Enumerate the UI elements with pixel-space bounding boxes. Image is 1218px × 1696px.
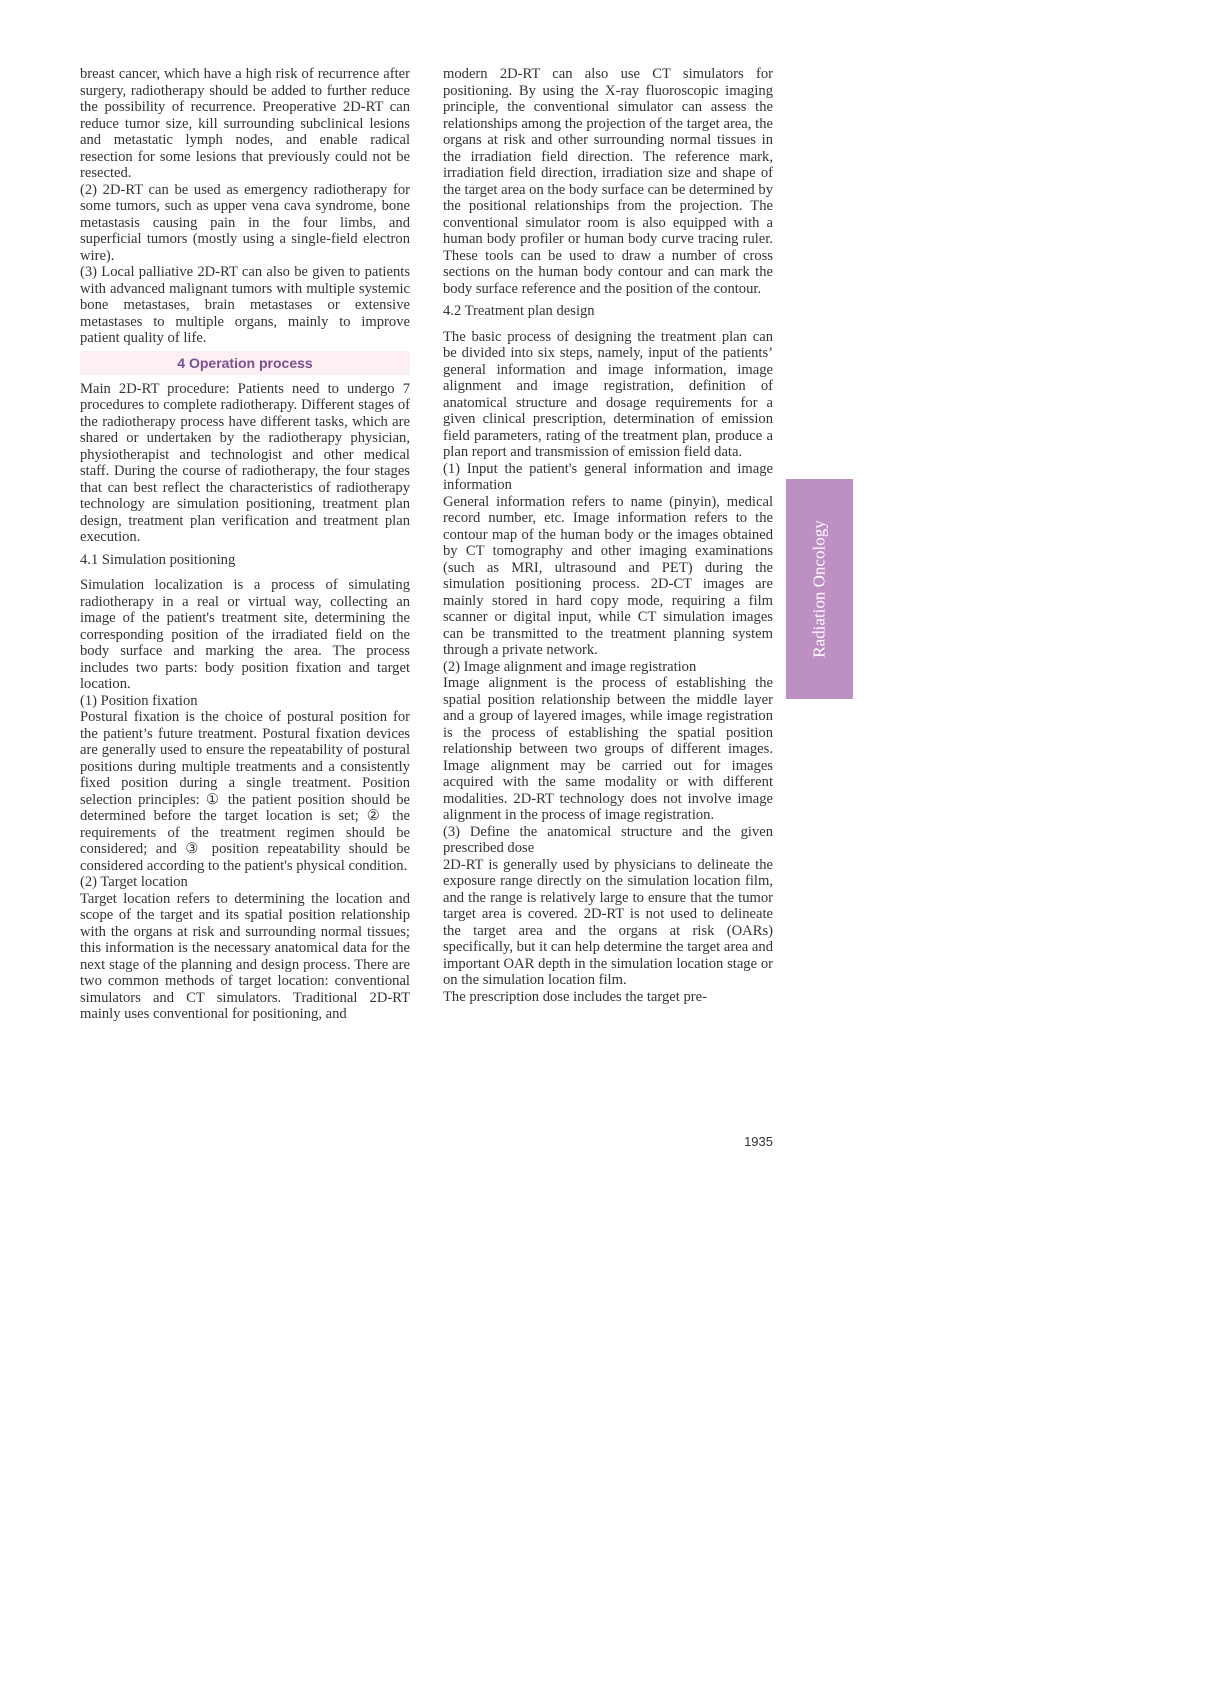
right-column	[443, 66, 773, 1005]
subheading-treatment-plan-design: 4.2 Treatment plan design	[443, 303, 595, 319]
prescription-dose-paragraph: The prescription dose includes the target pre-	[443, 988, 707, 1005]
palliative-radiotherapy-item: (3) Local palliative 2D-RT can also be given to patients with advanced malignant tumors with multiple systemic bone metastases, brain metastases or extensive metastases to multiple organs, mainly to improve patient quality of life.	[80, 264, 410, 346]
target-location-heading: (2) Target location	[80, 874, 188, 890]
page-number: 1935	[744, 1134, 773, 1149]
step2-heading: (2) Image alignment and image registration	[443, 658, 697, 675]
step1-paragraph: General information refers to name (pinyin), medical record number, etc. Image information refers to the contour map of the human body or the images obtained by CT tomography and other imaging examinations (such as MRI, ultrasound and PET) during the simulation positioning process. 2D-CT images are mainly stored in hard copy mode, requiring a film scanner or digital input, while CT simulation images can be transmitted to the treatment planning system through a private network.	[443, 493, 773, 658]
intro-paragraph: breast cancer, which have a high risk of recurrence after surgery, radiotherapy should be added to further reduce the possibility of recurrence. Preoperative 2D-RT can reduce tumor size, kill surrounding subclinical lesions and metastatic lymph nodes, and enable radical resection for some lesions that previously could not be resected.	[80, 66, 410, 181]
position-fixation-heading: (1) Position fixation	[80, 692, 198, 709]
target-location-paragraph: Target location refers to determining the location and scope of the target and its spatial position relationship with the organs at risk and surrounding normal tissues; this information is the necessary anatomical data for the next stage of the planning and design process. There are two common methods of target location: conventional simulators and CT simulators. Traditional 2D-RT mainly uses conventional for positioning, and	[80, 890, 410, 1022]
step2-paragraph: Image alignment is the process of establishing the spatial position relationship between the middle layer and a group of layered images, while image registration is the process of establishing the spatial position relationship between two groups of different images. Image alignment may be carried out for images acquired with the same modality or with different modalities. 2D-RT technology does not involve image alignment in the process of image registration.	[443, 675, 773, 823]
left-column	[80, 66, 410, 1023]
position-fixation-paragraph: Postural fixation is the choice of postural position for the patient’s future treatment. Postural fixation devices are generally used to ensure the repeatability of postural positions during multiple treatments and a consistently fixed position during a single treatment. Position selection principles: ① the patient position should be determined before the target location is set; ② the requirements of the treatment regimen should be considered; and ③ position repeatability should be considered according to the patient's physical condition.	[80, 709, 410, 874]
side-tab-label: Radiation Oncology	[809, 520, 829, 658]
simulation-paragraph: Simulation localization is a process of simulating radiotherapy in a real or virtual way, collecting an image of the patient's treatment site, determining the corresponding position of the irradiated field on the body surface and marking the area. The process includes two parts: body position fixation and target location.	[80, 577, 410, 692]
section-heading: 4 Operation process	[80, 351, 410, 375]
emergency-radiotherapy-item: (2) 2D-RT can be used as emergency radiotherapy for some tumors, such as upper vena cava syndrome, bone metastasis causing pain in the four limbs, and superficial tumors (mostly using a single-field electron wire).	[80, 181, 410, 264]
subheading-simulation-positioning: 4.1 Simulation positioning	[80, 551, 236, 568]
step1-heading: (1) Input the patient's general information and image information	[443, 460, 773, 493]
step3-heading: (3) Define the anatomical structure and the given prescribed dose	[443, 823, 773, 856]
plan-design-paragraph: The basic process of designing the treatment plan can be divided into six steps, namely, input of the patients’ general information and image information, image alignment and image registration, definition of anatomical structure and dosage requirements for a given clinical prescription, determination of emission field parameters, rating of the treatment plan, produce a plan report and transmission of emission field data.	[443, 328, 773, 460]
main-procedure-paragraph: Main 2D-RT procedure: Patients need to undergo 7 procedures to complete radiotherapy. Different stages of the radiotherapy process have different tasks, which are shared or undertaken by the radiotherapy physician, physiotherapist and technologist and other medical staff. During the course of radiotherapy, the four stages that can best reflect the characteristics of radiotherapy technology are simulation positioning, treatment plan design, treatment plan verification and treatment plan execution.	[80, 380, 410, 545]
continuation-paragraph: modern 2D-RT can also use CT simulators for positioning. By using the X-ray fluoroscopic imaging principle, the conventional simulator can assess the relationships among the projection of the target area, the organs at risk and other surrounding normal tissues in the irradiation field direction. The reference mark, irradiation field direction, irradiation size and shape of the target area on the body surface can be determined by the positional relationships from the projection. The conventional simulator room is also equipped with a human body profiler or human body curve tracing ruler. These tools can be used to draw a number of cross sections on the human body contour and can mark the body surface reference and the position of the contour.	[443, 66, 773, 297]
step3-paragraph: 2D-RT is generally used by physicians to delineate the exposure range directly on the simulation location film, and the range is relatively large to ensure that the tumor target area is covered. 2D-RT is not used to delineate the target area and the organs at risk (OARs) specifically, but it can help determine the target area and important OAR depth in the simulation location stage or on the simulation location film.	[443, 856, 773, 988]
side-tab	[786, 479, 853, 699]
